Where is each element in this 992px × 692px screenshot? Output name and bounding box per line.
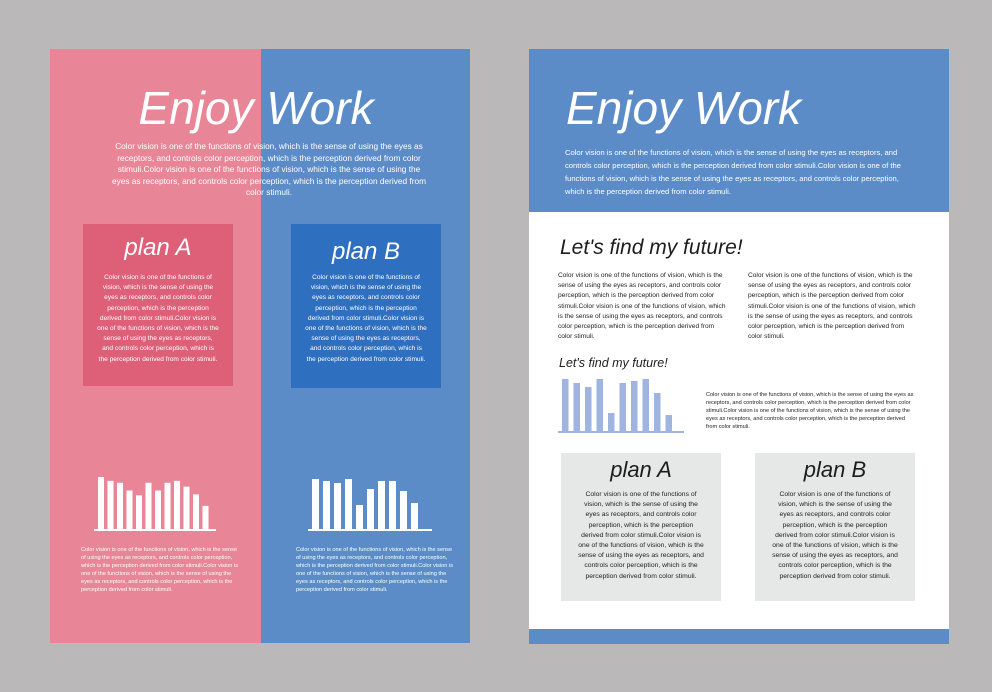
chart-bar	[574, 383, 581, 431]
chart-bar	[620, 383, 627, 431]
left-bar-chart-blue	[308, 474, 432, 532]
bar-chart-light-blue-svg	[558, 376, 684, 434]
chart-bar	[654, 393, 661, 431]
chart-bar	[146, 483, 152, 529]
right-plan-b-text: Color vision is one of the functions of vision, which is the sense of using the eyes as receptors, and controls color perception, which is the perception derived from color stimuli.Color vision is one of the functions of vision, which is the sense of using the eyes as receptors, and controls color perception, which is the perception derived from color stimuli.	[772, 491, 898, 580]
left-plan-b-title: plan B	[331, 238, 401, 265]
chart-bar	[356, 505, 363, 529]
chart-bar	[367, 489, 374, 529]
left-caption-pink: Color vision is one of the functions of vision, which is the sense of using the eyes as receptors, and controls color perception, which is the perception derived from color stimuli.Color vision is one of the functions of vision, which is the sense of using the eyes as receptors, and controls color perception, which is the perception derived from color stimuli.	[81, 547, 238, 593]
chart-bar	[184, 487, 190, 529]
chart-bar	[334, 483, 341, 529]
right-flyer-title: Enjoy Work	[566, 82, 802, 134]
right-subheading: Let's find my future!	[559, 356, 668, 370]
right-plan-a-title: plan A	[610, 457, 672, 482]
chart-baseline	[94, 529, 216, 531]
right-heading: Let's find my future!	[560, 236, 743, 259]
right-bar-chart	[558, 376, 684, 434]
right-plan-a-text: Color vision is one of the functions of vision, which is the sense of using the eyes as receptors, and controls color perception, which is the perception derived from color stimuli.Color vision is one of the functions of vision, which is the sense of using the eyes as receptors, and controls color perception, which is the perception derived from color stimuli.	[578, 491, 704, 580]
chart-bar	[400, 491, 407, 529]
chart-bar	[193, 494, 199, 529]
left-flyer-intro: Color vision is one of the functions of vision, which is the sense of using the eyes as receptors, and controls color perception, which is the perception derived from color stimuli.Color vision is one of the functions of vision, which is the sense of using the eyes as receptors, and controls color perception, which is the perception derived from color stimuli.	[111, 141, 427, 198]
chart-bar	[203, 506, 209, 529]
chart-bar	[174, 481, 180, 529]
left-plan-a-title: plan A	[124, 234, 192, 261]
chart-bar	[312, 479, 319, 529]
chart-bar	[631, 381, 638, 431]
left-caption-blue: Color vision is one of the functions of vision, which is the sense of using the eyes as receptors, and controls color perception, which is the perception derived from color stimuli.Color vision is one of the functions of vision, which is the sense of using the eyes as receptors, and controls color perception, which is the perception derived from color stimuli.	[296, 547, 453, 593]
chart-bar	[585, 387, 592, 431]
bar-chart-pink-svg	[94, 474, 216, 532]
left-plan-b-text: Color vision is one of the functions of vision, which is the sense of using the eyes as receptors, and controls color perception, which is the perception derived from color stimuli.Color vision is one of the functions of vision, which is the sense of using the eyes as receptors, and controls color perception, which is the perception derived from color stimuli.	[305, 274, 427, 363]
right-flyer-intro: Color vision is one of the functions of vision, which is the sense of using the eyes as receptors, and controls color perception, which is the perception derived from color stimuli.Color vision is one of the functions of vision, which is the sense of using the eyes as receptors, and controls color perception, which is the perception derived from color stimuli.	[565, 148, 901, 196]
chart-bar	[666, 415, 673, 431]
chart-bar	[323, 481, 330, 529]
left-flyer-title: Enjoy Work	[138, 82, 374, 134]
right-column-2: Color vision is one of the functions of vision, which is the sense of using the eyes as receptors, and controls color perception, which is the perception derived from color stimuli.Color vision is one of the functions of vision, which is the sense of using the eyes as receptors, and controls color perception, which is the perception derived from color stimuli.	[748, 272, 916, 341]
right-footer-band	[529, 629, 949, 644]
left-bar-chart-pink	[94, 474, 216, 532]
left-plan-b-box	[291, 224, 441, 388]
chart-bar	[389, 481, 396, 529]
chart-bar	[155, 490, 161, 529]
chart-bar	[98, 477, 104, 529]
chart-bar	[608, 413, 615, 431]
chart-bar	[378, 481, 385, 529]
chart-bar	[136, 495, 142, 529]
right-plan-a-box	[561, 453, 721, 601]
left-plan-a-text: Color vision is one of the functions of vision, which is the sense of using the eyes as receptors, and controls color perception, which is the perception derived from color stimuli.Color vision is one of the functions of vision, which is the sense of using the eyes as receptors, and controls color perception, which is the perception derived from color stimuli.	[97, 274, 219, 363]
chart-baseline	[558, 431, 684, 433]
left-plan-a-box	[83, 224, 233, 386]
chart-bar	[117, 483, 123, 529]
chart-bar	[562, 379, 569, 431]
chart-bar	[345, 479, 352, 529]
chart-bar	[411, 503, 418, 529]
right-chart-caption: Color vision is one of the functions of vision, which is the sense of using the eyes as receptors, and controls color perception, which is the perception derived from color stimuli.Color vision is one of the functions of vision, which is the sense of using the eyes as receptors, and controls color perception, which is the perception derived from color stimuli.	[706, 392, 914, 430]
chart-bar	[643, 379, 650, 431]
chart-baseline	[308, 529, 432, 531]
right-plan-b-box	[755, 453, 915, 601]
chart-bar	[127, 490, 133, 529]
chart-bar	[108, 481, 114, 529]
right-column-1: Color vision is one of the functions of vision, which is the sense of using the eyes as receptors, and controls color perception, which is the perception derived from color stimuli.Color vision is one of the functions of vision, which is the sense of using the eyes as receptors, and controls color perception, which is the perception derived from color stimuli.	[558, 272, 726, 341]
left-flyer	[50, 49, 470, 643]
bar-chart-blue-svg	[308, 474, 432, 532]
right-flyer	[529, 49, 949, 644]
right-plan-b-title: plan B	[803, 457, 867, 482]
chart-bar	[165, 483, 171, 529]
chart-bar	[597, 379, 604, 431]
